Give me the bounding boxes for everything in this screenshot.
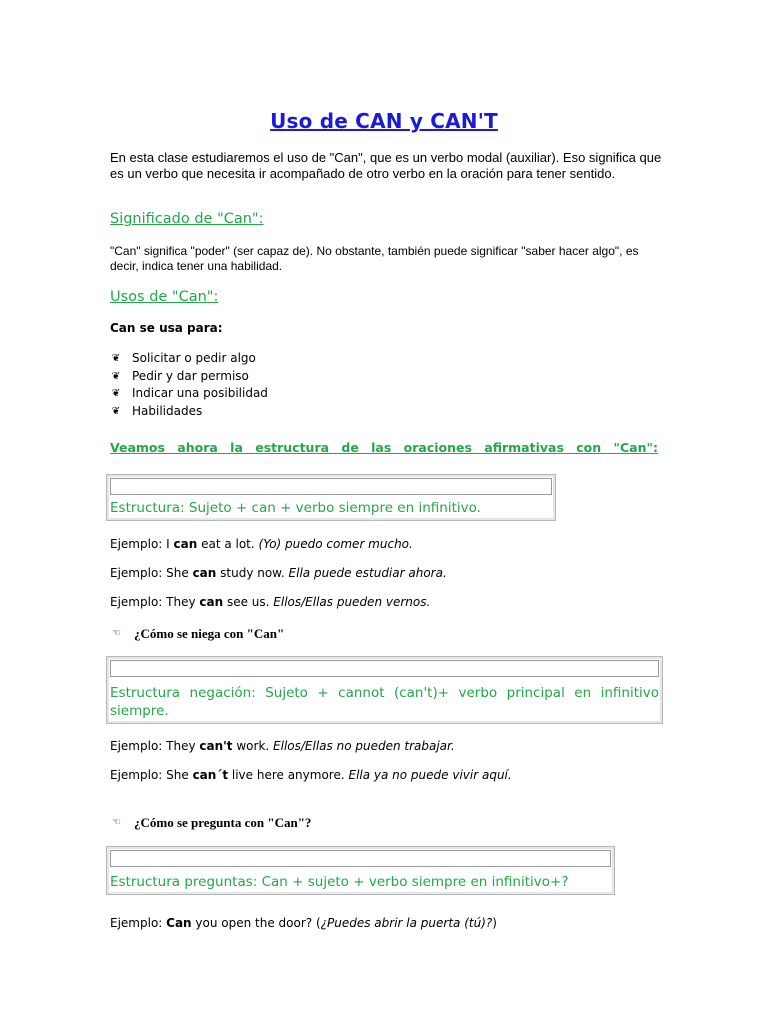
box-empty-row <box>110 850 611 867</box>
ejemplo-negativo-1: Ejemplo: They can't work. Ellos/Ellas no pueden trabajar. <box>110 739 455 753</box>
list-item: ❦ Habilidades <box>110 403 268 421</box>
significado-heading: Significado de "Can": <box>110 211 264 227</box>
box-empty-row <box>110 660 659 677</box>
pregunta-negacion: ☜ ¿Cómo se niega con "Can" <box>112 626 285 641</box>
usos-label: Can se usa para: <box>110 321 223 335</box>
ejemplo-afirmativo-2: Ejemplo: She can study now. Ella puede estudiar ahora. <box>110 566 447 580</box>
pointing-hand-icon: ☜ <box>112 817 121 828</box>
list-item: ❦ Indicar una posibilidad <box>110 385 268 403</box>
ejemplo-afirmativo-3: Ejemplo: They can see us. Ellos/Ellas pueden vernos. <box>110 595 431 609</box>
pointing-hand-icon: ☜ <box>112 628 121 639</box>
list-item: ❦ Pedir y dar permiso <box>110 368 268 386</box>
fleuron-bullet-icon: ❦ <box>111 370 121 382</box>
usos-heading: Usos de "Can": <box>110 289 219 305</box>
pregunta-pregunta: ☜ ¿Cómo se pregunta con "Can"? <box>112 815 312 830</box>
intro-paragraph: En esta clase estudiaremos el uso de "Can", que es un verbo modal (auxiliar). Eso significa que es un verbo que necesita ir acompañado de otro verbo en la oración para tener sentido. <box>110 150 662 181</box>
estructura-negacion-box <box>106 656 663 724</box>
veamos-heading: Veamos ahora la estructura de las oraciones afirmativas con "Can": <box>110 440 658 455</box>
ejemplo-pregunta: Ejemplo: Can you open the door? (¿Puedes abrir la puerta (tú)?) <box>110 916 497 930</box>
list-item: ❦ Solicitar o pedir algo <box>110 350 268 368</box>
fleuron-bullet-icon: ❦ <box>111 388 121 400</box>
estructura-afirmativa-box <box>106 474 556 521</box>
estructura-afirmativa-text: Estructura: Sujeto + can + verbo siempre en infinitivo. <box>110 500 481 516</box>
page-title: Uso de CAN y CAN'T <box>270 109 498 133</box>
ejemplo-afirmativo-1: Ejemplo: I can eat a lot. (Yo) puedo comer mucho. <box>110 537 413 551</box>
usos-list <box>110 350 268 421</box>
estructura-preguntas-box <box>106 846 615 895</box>
box-empty-row <box>110 478 552 495</box>
ejemplo-negativo-2: Ejemplo: She can´t live here anymore. Ella ya no puede vivir aquí. <box>110 768 512 782</box>
significado-text: "Can" significa "poder" (ser capaz de). No obstante, también puede significar "saber hacer algo", es decir, indica tener una habilidad. <box>110 244 639 273</box>
estructura-preguntas-text: Estructura preguntas: Can + sujeto + verbo siempre en infinitivo+? <box>110 874 569 890</box>
fleuron-bullet-icon: ❦ <box>111 353 121 364</box>
fleuron-bullet-icon: ❦ <box>111 406 121 418</box>
estructura-negacion-text: Estructura negación: Sujeto + cannot (can't)+ verbo principal en infinitivo siempre. <box>110 685 659 719</box>
